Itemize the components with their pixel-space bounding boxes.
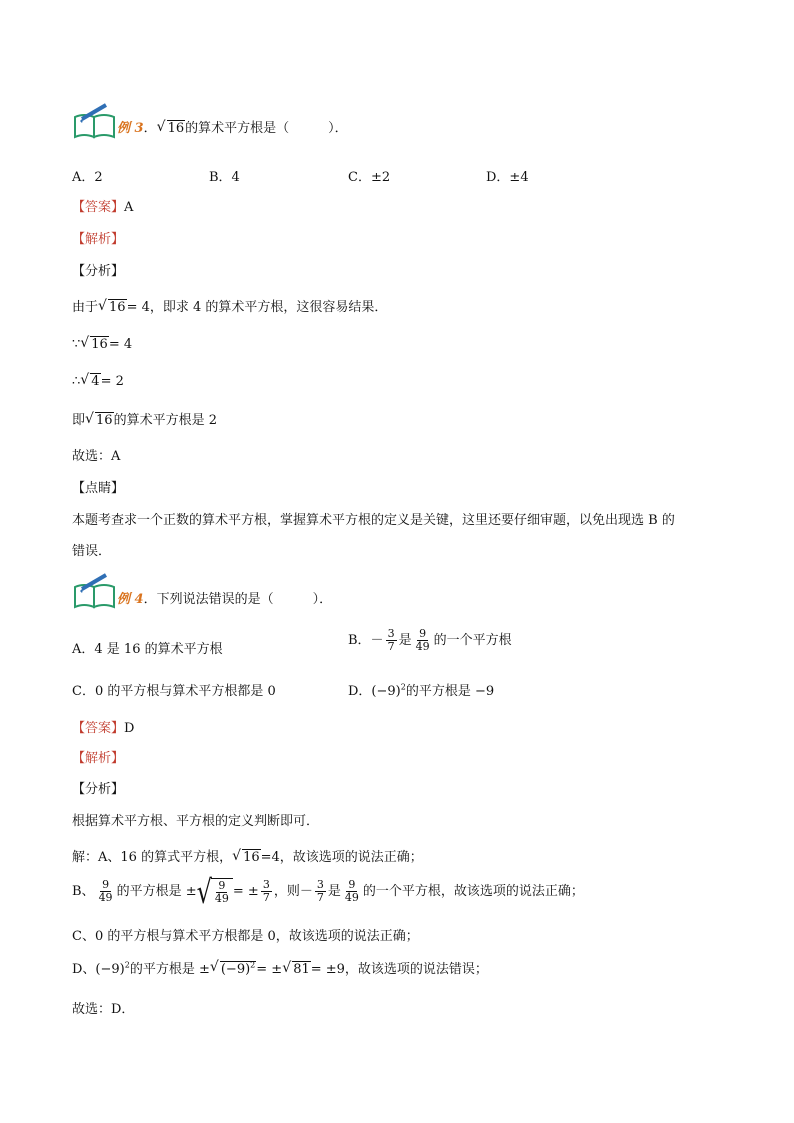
analysis-tag: 【解析】 <box>72 232 125 247</box>
dianjing-text: 错误． <box>72 544 112 559</box>
book-pen-icon <box>72 103 118 139</box>
solution-line: 根据算术平方根、平方根的定义判断即可． <box>72 814 320 829</box>
example-4-label: 例 4 <box>117 592 144 607</box>
option-b: B．－ $\frac{3}{7}$ 是 $\frac{9}{49}$ 的一个平方根 <box>348 627 512 653</box>
solution-line: 故选：D． <box>72 1002 135 1017</box>
sqrt: √ 16 <box>158 121 186 136</box>
solution-line: 即√ 16的算术平方根是 2 <box>72 409 217 428</box>
solution-line: ∴√ 4= 2 <box>72 374 124 389</box>
book-pen-icon <box>72 573 118 609</box>
solution-line: C、0 的平方根与算术平方根都是 0，故该选项的说法正确； <box>72 929 419 944</box>
dianjing-text: 本题考查求一个正数的算术平方根，掌握算术平方根的定义是关键，这里还要仔细审题，以免出现选 B 的 <box>72 513 675 528</box>
option-d: D．$(-9)^2$的平方根是 −9 <box>348 682 495 699</box>
solution-line: 解：A、16 的算式平方根，√ 16=4，故该选项的说法正确； <box>72 846 423 865</box>
analysis-tag: 【解析】 <box>72 751 125 766</box>
fenxi-tag: 【分析】 <box>72 264 125 279</box>
answer-tag: 【答案】 <box>72 200 125 215</box>
option-a: A．4 是 16 的算术平方根 <box>72 642 223 657</box>
answer-line <box>72 196 133 215</box>
solution-line: ∵√ 16= 4 <box>72 337 132 352</box>
example-3-question: 例 3．√ 16的算术平方根是（ ）． <box>117 117 348 136</box>
solution-line: 故选：A <box>72 449 121 464</box>
fenxi-tag: 【分析】 <box>72 782 125 797</box>
answer-value: D <box>124 721 135 736</box>
example-4-question: 例 4．下列说法错误的是（ ）． <box>117 592 333 607</box>
option-d: D．±4 <box>486 170 529 185</box>
answer-line <box>72 717 134 736</box>
solution-line: B、 $\frac{9}{49}$ 的平方根是 ± √ $\frac{9}{49}$ = ± $\frac{3}{7}$ ，则－ $\frac{3}{7}$ 是 $\frac{9}{49}$ 的一个平方根，故该选项的说法正确； <box>72 872 584 911</box>
solution-line: D、$(-9)^2$的平方根是 ±√ $(-9)^2=$ ±√ 81= ±9，故该选项的说法错误； <box>72 958 488 977</box>
option-a: A．2 <box>72 170 103 185</box>
solution-line: 由于√ 16= 4，即求 4 的算术平方根，这很容易结果． <box>72 296 387 315</box>
option-b: B．4 <box>209 170 240 185</box>
answer-value: A <box>124 200 134 215</box>
example-3-label: 例 3 <box>117 121 144 136</box>
dianjing-tag: 【点睛】 <box>72 481 125 496</box>
answer-tag: 【答案】 <box>72 721 125 736</box>
option-c: C．0 的平方根与算术平方根都是 0 <box>72 684 276 699</box>
option-c: C．±2 <box>348 170 391 185</box>
